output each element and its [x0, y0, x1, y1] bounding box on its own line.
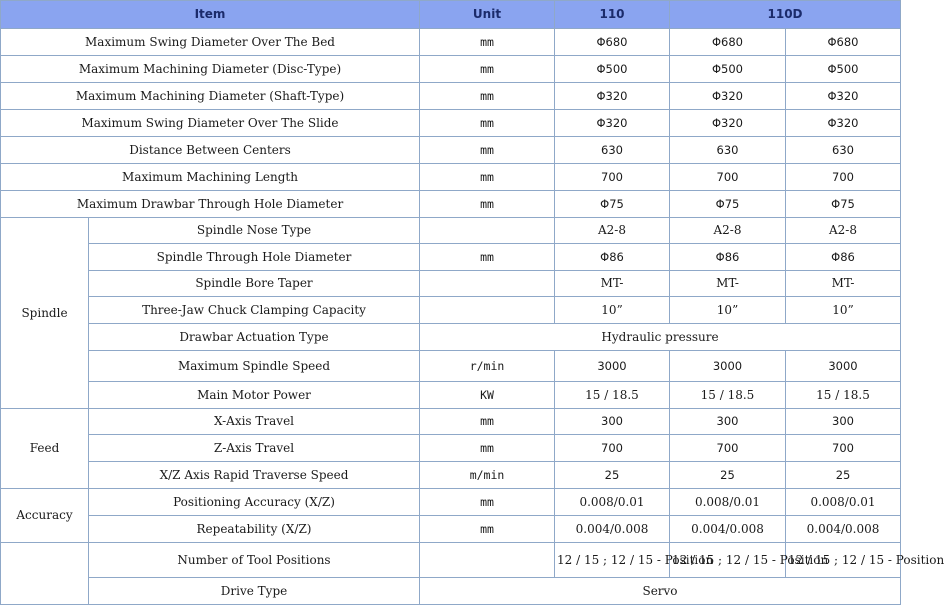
- item-cell: X-Axis Travel: [89, 409, 420, 435]
- value-cell: MT-: [670, 271, 786, 297]
- value-cell: 700: [670, 164, 786, 191]
- item-cell: Maximum Swing Diameter Over The Slide: [1, 110, 420, 137]
- table-row: [1, 578, 901, 605]
- header-item: Item: [1, 1, 420, 29]
- header-model-110d: 110D: [670, 1, 901, 29]
- value-cell: 10”: [786, 297, 901, 324]
- value-cell: Φ680: [555, 29, 670, 56]
- value-cell: 15 / 18.5: [555, 382, 670, 409]
- group-label-accuracy: Accuracy: [1, 489, 89, 543]
- unit-cell: mm: [420, 137, 555, 164]
- unit-cell: r/min: [420, 351, 555, 382]
- item-cell: Z-Axis Travel: [89, 435, 420, 462]
- item-cell: Spindle Through Hole Diameter: [89, 244, 420, 271]
- table-row: [1, 435, 901, 462]
- value-cell: 25: [670, 462, 786, 489]
- group-label-spindle: Spindle: [1, 218, 89, 409]
- unit-cell: mm: [420, 164, 555, 191]
- unit-cell: KW: [420, 382, 555, 409]
- value-cell: 700: [786, 164, 901, 191]
- item-cell: Spindle Bore Taper: [89, 271, 420, 297]
- value-cell: 15 / 18.5: [670, 382, 786, 409]
- header-unit: Unit: [420, 1, 555, 29]
- unit-cell: mm: [420, 244, 555, 271]
- item-cell: Positioning Accuracy (X/Z): [89, 489, 420, 516]
- unit-cell: mm: [420, 516, 555, 543]
- value-cell: Φ500: [786, 56, 901, 83]
- table-row: [1, 271, 901, 297]
- value-cell: 0.008/0.01: [670, 489, 786, 516]
- table-row: [1, 29, 901, 56]
- unit-cell: mm: [420, 409, 555, 435]
- value-cell: 630: [786, 137, 901, 164]
- value-cell: 12 / 15 ; 12 / 15 - Position: [786, 543, 901, 578]
- table-row: [1, 489, 901, 516]
- item-cell: Main Motor Power: [89, 382, 420, 409]
- value-cell: Φ320: [555, 83, 670, 110]
- value-cell: Φ320: [555, 110, 670, 137]
- value-cell: 25: [786, 462, 901, 489]
- item-cell: Number of Tool Positions: [89, 543, 420, 578]
- item-cell: Maximum Machining Length: [1, 164, 420, 191]
- value-cell: A2-8: [786, 218, 901, 244]
- value-cell: Φ86: [670, 244, 786, 271]
- table-row: [1, 351, 901, 382]
- value-cell: Φ75: [786, 191, 901, 218]
- value-cell: 700: [786, 435, 901, 462]
- unit-cell: mm: [420, 191, 555, 218]
- unit-cell: [420, 218, 555, 244]
- item-cell: Distance Between Centers: [1, 137, 420, 164]
- value-cell: 0.004/0.008: [555, 516, 670, 543]
- value-cell: Φ86: [555, 244, 670, 271]
- item-cell: Three-Jaw Chuck Clamping Capacity: [89, 297, 420, 324]
- value-cell: 25: [555, 462, 670, 489]
- header-model-110: 110: [555, 1, 670, 29]
- value-cell: 3000: [670, 351, 786, 382]
- value-cell: 10”: [670, 297, 786, 324]
- table-row: [1, 218, 901, 244]
- value-cell: Φ86: [786, 244, 901, 271]
- value-cell: 300: [786, 409, 901, 435]
- table-row: [1, 409, 901, 435]
- value-cell: 700: [670, 435, 786, 462]
- table-row: [1, 516, 901, 543]
- unit-cell: mm: [420, 56, 555, 83]
- item-cell: Maximum Spindle Speed: [89, 351, 420, 382]
- table-row: [1, 83, 901, 110]
- value-cell: 0.004/0.008: [670, 516, 786, 543]
- table-row: [1, 110, 901, 137]
- value-cell: 0.008/0.01: [786, 489, 901, 516]
- table-row: [1, 324, 901, 351]
- value-cell: Φ75: [670, 191, 786, 218]
- table-row: [1, 543, 901, 578]
- item-cell: Maximum Machining Diameter (Shaft-Type): [1, 83, 420, 110]
- value-cell: MT-: [555, 271, 670, 297]
- group-label-feed: Feed: [1, 409, 89, 489]
- value-cell: Φ320: [786, 110, 901, 137]
- value-cell: 3000: [786, 351, 901, 382]
- unit-cell: [420, 271, 555, 297]
- unit-cell: mm: [420, 489, 555, 516]
- value-cell: 700: [555, 164, 670, 191]
- table-row: [1, 382, 901, 409]
- value-cell: 3000: [555, 351, 670, 382]
- value-cell: 300: [670, 409, 786, 435]
- table-row: [1, 137, 901, 164]
- value-cell: MT-: [786, 271, 901, 297]
- value-cell: Φ500: [555, 56, 670, 83]
- value-cell: 630: [555, 137, 670, 164]
- unit-cell: mm: [420, 29, 555, 56]
- table-row: [1, 462, 901, 489]
- unit-cell: mm: [420, 83, 555, 110]
- value-cell: Φ680: [670, 29, 786, 56]
- unit-cell: [420, 297, 555, 324]
- unit-cell: mm: [420, 435, 555, 462]
- item-cell: Maximum Drawbar Through Hole Diameter: [1, 191, 420, 218]
- item-cell: Drive Type: [89, 578, 420, 605]
- value-cell: 12 / 15 ; 12 / 15 - Position: [555, 543, 670, 578]
- merged-value-cell: Hydraulic pressure: [420, 324, 901, 351]
- value-cell: Φ75: [555, 191, 670, 218]
- value-cell: 0.004/0.008: [786, 516, 901, 543]
- merged-value-cell: Servo: [420, 578, 901, 605]
- value-cell: 10”: [555, 297, 670, 324]
- item-cell: Drawbar Actuation Type: [89, 324, 420, 351]
- value-cell: 300: [555, 409, 670, 435]
- value-cell: 630: [670, 137, 786, 164]
- value-cell: 700: [555, 435, 670, 462]
- header-row: [1, 1, 901, 29]
- table-row: [1, 297, 901, 324]
- table-row: [1, 56, 901, 83]
- unit-cell: [420, 543, 555, 578]
- value-cell: Φ320: [670, 110, 786, 137]
- item-cell: Maximum Swing Diameter Over The Bed: [1, 29, 420, 56]
- item-cell: Spindle Nose Type: [89, 218, 420, 244]
- group-label-turret: [1, 543, 89, 605]
- value-cell: Φ680: [786, 29, 901, 56]
- item-cell: X/Z Axis Rapid Traverse Speed: [89, 462, 420, 489]
- value-cell: Φ320: [786, 83, 901, 110]
- item-cell: Repeatability (X/Z): [89, 516, 420, 543]
- unit-cell: mm: [420, 110, 555, 137]
- value-cell: 12 / 15 ; 12 / 15 - Position: [670, 543, 786, 578]
- table-row: [1, 244, 901, 271]
- item-cell: Maximum Machining Diameter (Disc-Type): [1, 56, 420, 83]
- value-cell: A2-8: [555, 218, 670, 244]
- table-row: [1, 191, 901, 218]
- value-cell: 15 / 18.5: [786, 382, 901, 409]
- value-cell: A2-8: [670, 218, 786, 244]
- value-cell: 0.008/0.01: [555, 489, 670, 516]
- value-cell: Φ500: [670, 56, 786, 83]
- table-row: [1, 164, 901, 191]
- unit-cell: m/min: [420, 462, 555, 489]
- value-cell: Φ320: [670, 83, 786, 110]
